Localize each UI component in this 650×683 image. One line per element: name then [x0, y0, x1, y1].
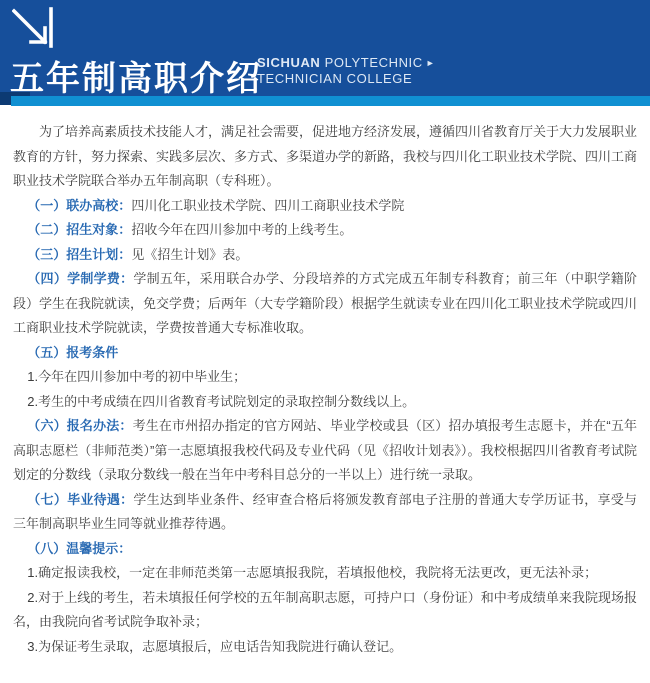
page-title: 五年制高职介绍 [10, 60, 262, 98]
right-triangle-icon: ► [425, 58, 436, 68]
intro-paragraph: 为了培养高素质技术技能人才，满足社会需要，促进地方经济发展，遵循四川省教育厅关于大力发展职业教育的方针，努力探索、实践多层次、多方式、多渠道办学的新路，我校与四川化工职业技术学院、四川工商职业技术学院联合举办五年制高职（专科班）。 [13, 124, 638, 188]
section-1-text: 四川化工职业技术学院、四川工商职业技术学院 [131, 197, 405, 213]
college-name-bold: SICHUAN [257, 55, 321, 70]
college-name-line1 [257, 55, 435, 71]
section-7-text: 学生达到毕业条件、经审查合格后将颁发教育部电子注册的普通大专学历证书，享受与三年制高职毕业生同等就业推荐待遇。 [13, 491, 637, 531]
section-4-heading [13, 267, 637, 341]
section-7-label: （七）毕业待遇： [27, 491, 134, 507]
section-2-heading [13, 218, 637, 243]
section-3-heading [13, 243, 637, 268]
section-8-heading [13, 537, 637, 562]
section-6-label: （六）报名办法： [27, 418, 133, 433]
page-banner [0, 0, 650, 107]
section-5-item: 1.今年在四川参加中考的初中毕业生； [27, 369, 247, 384]
section-7-heading [13, 488, 637, 537]
article-body [0, 107, 650, 659]
section-8-item: 1.确定报读我校，一定在非师范类第一志愿填报我院，若填报他校，我院将无法更改，更无法补录； [27, 565, 598, 580]
section-8-label: （八）温馨提示： [27, 540, 132, 556]
section-2-text: 招收今年在四川参加中考的上线考生。 [131, 222, 353, 237]
section-5-label: （五）报考条件 [27, 344, 119, 360]
college-name-regular: POLYTECHNIC [324, 55, 423, 70]
section-4-label: （四）学制学费： [27, 271, 134, 286]
section-4-text: 学制五年，采用联合办学、分段培养的方式完成五年制专科教育；前三年（中职学籍阶段）学生在我院就读，免交学费；后两年（大专学籍阶段）根据学生就读专业在四川化工职业技术学院或四川工商职业技术学院就读，学费按普通大专标准收取。 [13, 271, 638, 335]
corner-arrow-icon [12, 7, 56, 49]
section-6-text: 考生在市州招办指定的官方网站、毕业学校或县（区）招办填报考生志愿卡，并在“五年高职志愿栏（非师范类）”第一志愿填报我校代码及专业代码（见《招收计划表》）。我校根据四川省教育考试院划定的分数线（录取分数线一般在当年中考科目总分的一半以上）进行统一录取。 [13, 418, 637, 482]
section-6-heading [13, 414, 637, 488]
college-name-line2: TECHNICIAN COLLEGE [257, 71, 413, 86]
section-1-heading [13, 194, 637, 219]
college-name-en [257, 55, 435, 86]
section-8-item: 3.为保证考生录取，志愿填报后，应电话告知我院进行确认登记。 [27, 638, 403, 654]
section-3-text: 见《招生计划》表。 [131, 246, 249, 262]
section-2-label: （二）招生对象： [27, 222, 132, 237]
section-5-heading [13, 341, 637, 366]
section-8-item: 2.对于上线的考生，若未填报任何学校的五年制高职志愿，可持户口（身份证）和中考成绩单来我院现场报名，由我院向省考试院争取补录； [13, 589, 637, 629]
section-5-item: 2.考生的中考成绩在四川省教育考试院划定的录取控制分数线以上。 [27, 393, 416, 409]
section-3-label: （三）招生计划： [27, 246, 132, 262]
section-1-label: （一）联办高校： [27, 197, 132, 213]
